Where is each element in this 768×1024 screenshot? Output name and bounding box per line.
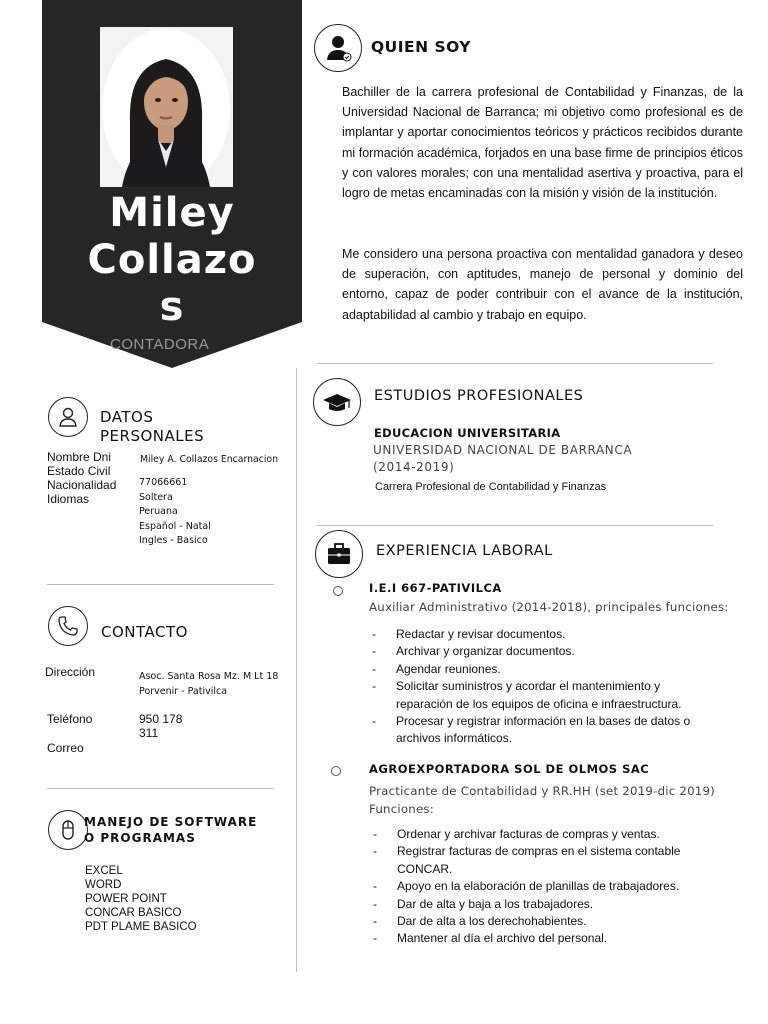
mouse-icon	[48, 810, 88, 850]
job2-company: AGROEXPORTADORA SOL DE OLMOS SAC	[369, 762, 650, 776]
job2-position-line-1: Practicante de Contabilidad y RR.HH (set 2019-dic 2019)	[369, 784, 715, 798]
profile-photo	[100, 27, 233, 187]
list-item: - Redactar y revisar documentos.	[370, 626, 710, 643]
list-item: - Ordenar y archivar facturas de compras y ventas.	[371, 826, 711, 843]
datos-personales-title	[100, 408, 204, 446]
candidate-name	[42, 190, 302, 331]
value-nacionalidad: Peruana	[139, 506, 178, 517]
value-nombre: Miley A. Collazos Encarnacion	[140, 454, 278, 465]
about-paragraph-2: Me considero una persona proactiva con mentalidad ganadora y deseo de superación, con aptitudes, manejo de personal y dominio del entorno, capaz de poder contribuir con el avance de la institución, adaptabilidad al cambio y trabajo en equipo.	[342, 247, 743, 322]
job2-functions	[371, 826, 711, 948]
job2-position	[369, 782, 715, 818]
value-direccion	[139, 670, 278, 699]
software-item: EXCEL	[85, 865, 123, 877]
portrait-image	[100, 27, 233, 187]
name-line-1: Miley	[109, 190, 235, 236]
software-item: PDT PLAME BASICO	[85, 921, 197, 933]
list-item: - Archivar y organizar documentos.	[370, 643, 710, 660]
user-icon	[48, 397, 88, 437]
software-item: WORD	[85, 879, 122, 891]
software-title	[84, 815, 257, 846]
list-item: - Registrar facturas de compras en el sistema contable CONCAR.	[371, 843, 711, 878]
label-nacionalidad: Nacionalidad	[47, 478, 117, 492]
label-direccion: Dirección	[45, 665, 96, 679]
datos-title-line-2: PERSONALES	[100, 427, 205, 445]
timeline-bullet-icon	[333, 586, 343, 596]
about-paragraph-1: Bachiller de la carrera profesional de Contabilidad y Finanzas, de la Universidad Nacional de Barranca; mi objetivo como profesional es de implantar y aportar conocimientos teóricos y prácticos recibidos durante mi formación académica, forjados en una base firme de principios éticos y con valores morales; con una mentalidad asertiva y proactiva, para el logro de metas encaminadas con la misión y visión de la institución.	[342, 85, 743, 201]
label-correo: Correo	[47, 741, 84, 755]
datos-title-line-1: DATOS	[100, 408, 154, 426]
briefcase-icon	[315, 530, 363, 578]
divider-left-1	[47, 584, 274, 585]
list-item: - Dar de alta a los derechohabientes.	[371, 913, 711, 930]
divider-left-2	[47, 788, 274, 789]
job2-position-line-2: Funciones:	[369, 802, 434, 816]
value-idioma-1: Español - Natal	[139, 520, 211, 532]
value-idioma-2: Ingles - Basico	[139, 535, 208, 546]
list-item: - Solicitar suministros y acordar el mantenimiento y reparación de los equipos de oficina e infraestructura.	[370, 678, 710, 713]
software-list	[85, 864, 197, 934]
software-item: CONCAR BASICO	[85, 907, 182, 919]
software-item: POWER POINT	[85, 893, 167, 905]
telefono-line-1: 950 178	[139, 712, 183, 726]
direccion-line-1: Asoc. Santa Rosa Mz. M Lt 18	[139, 671, 279, 682]
label-idiomas: Idiomas	[47, 492, 90, 506]
name-line-3: s	[159, 284, 185, 330]
value-estado-civil: Soltera	[139, 491, 173, 503]
value-telefono	[139, 712, 182, 740]
name-line-2: Collazo	[87, 237, 257, 283]
datos-labels	[47, 450, 116, 506]
job1-position: Auxiliar Administrativo (2014-2018), principales funciones:	[369, 600, 729, 614]
software-title-line-2: O PROGRAMAS	[84, 830, 196, 845]
person-icon	[314, 24, 362, 72]
quien-soy-title: QUIEN SOY	[371, 38, 471, 56]
list-item: - Agendar reuniones.	[370, 661, 710, 678]
divider-right-1	[317, 363, 713, 364]
divider-right-2	[317, 525, 713, 526]
direccion-line-2: Porvenir - Pativilca	[139, 685, 228, 697]
estudios-career: Carrera Profesional de Contabilidad y Finanzas	[375, 481, 607, 493]
estudios-institution: UNIVERSIDAD NACIONAL DE BARRANCA	[373, 443, 633, 457]
list-item: - Procesar y registrar información en la bases de datos o archivos informáticos.	[370, 713, 710, 748]
job1-company: I.E.I 667-PATIVILCA	[369, 581, 502, 595]
list-item: - Apoyo en la elaboración de planillas de trabajadores.	[371, 878, 711, 895]
label-nombre-dni: Nombre Dni	[47, 450, 112, 464]
job-title: CONTADORA	[110, 336, 210, 353]
timeline-bullet-icon	[331, 766, 341, 776]
estudios-title: ESTUDIOS PROFESIONALES	[374, 388, 584, 404]
list-item: - Dar de alta y baja a los trabajadores.	[371, 896, 711, 913]
telefono-line-2: 311	[139, 726, 159, 740]
graduation-cap-icon	[313, 378, 361, 426]
label-estado-civil: Estado Civil	[47, 464, 111, 478]
phone-icon	[48, 606, 88, 646]
list-item: - Mantener al día el archivo del personal.	[371, 930, 711, 947]
estudios-subtitle: EDUCACION UNIVERSITARIA	[374, 426, 561, 440]
software-title-line-1: MANEJO DE SOFTWARE	[84, 815, 258, 829]
contacto-title: CONTACTO	[101, 623, 188, 641]
job1-functions	[370, 626, 710, 748]
experiencia-title: EXPERIENCIA LABORAL	[376, 543, 553, 559]
column-divider	[296, 368, 297, 972]
estudios-years: (2014-2019)	[373, 460, 455, 474]
label-telefono: Teléfono	[47, 712, 93, 726]
value-dni: 77066661	[139, 477, 188, 488]
datos-values	[139, 476, 211, 549]
